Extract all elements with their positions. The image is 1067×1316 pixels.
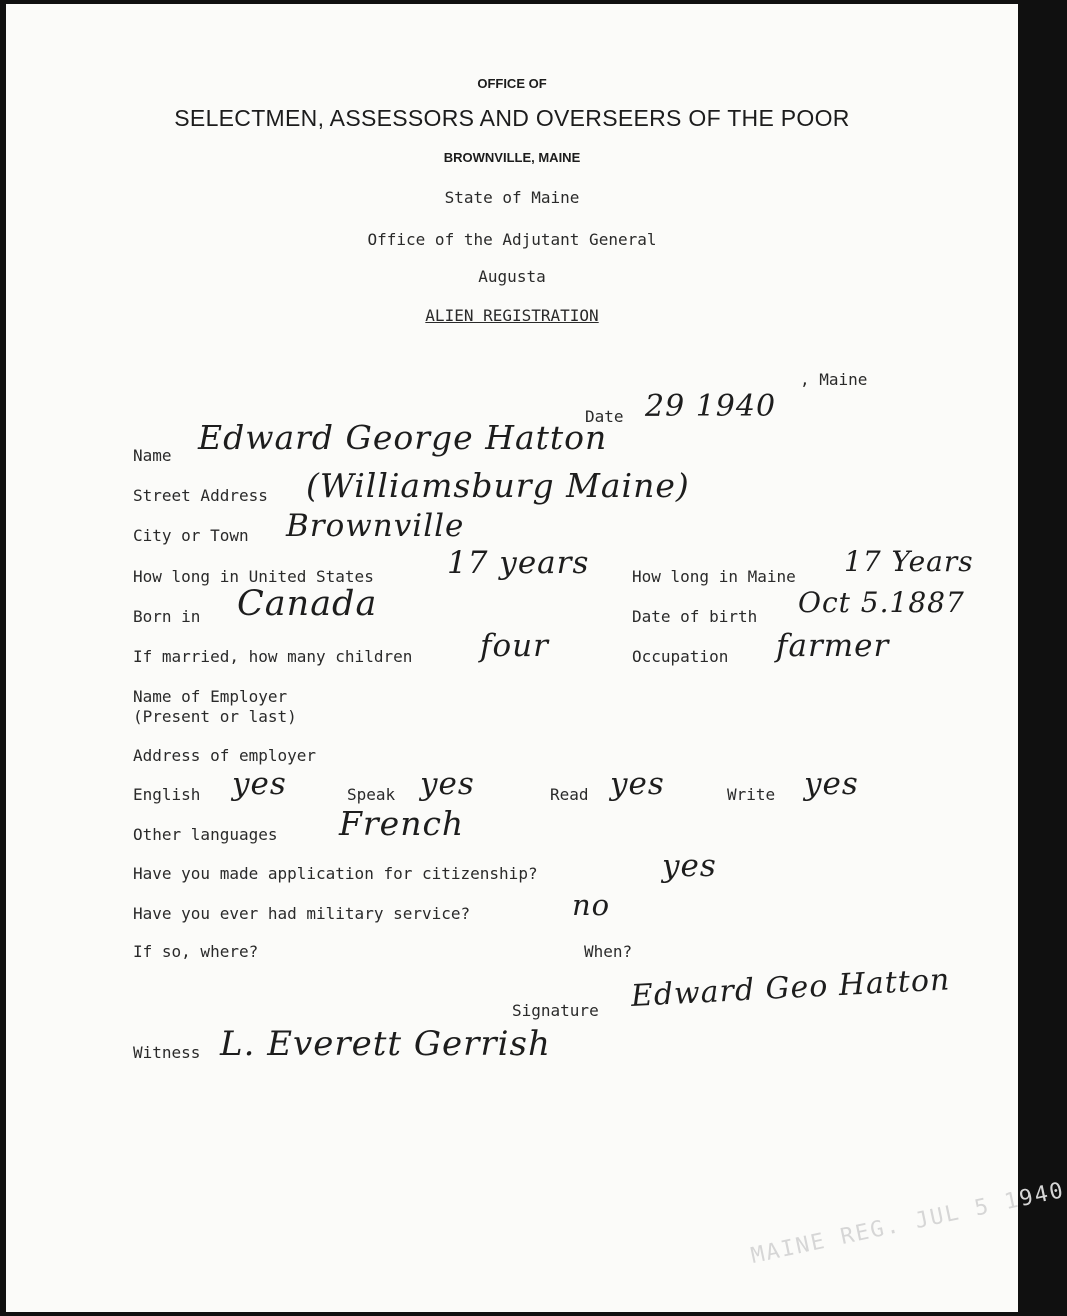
employer-name-sublabel: (Present or last) bbox=[133, 707, 297, 726]
occupation-value: farmer bbox=[776, 628, 890, 664]
speak-label: Speak bbox=[347, 785, 396, 804]
form-title: ALIEN REGISTRATION bbox=[425, 306, 599, 325]
english-label: English bbox=[133, 785, 201, 804]
signature-label: Signature bbox=[512, 1001, 599, 1020]
if-so-where-label: If so, where? bbox=[133, 942, 259, 961]
how-long-us-label: How long in United States bbox=[133, 567, 374, 586]
children-label: If married, how many children bbox=[133, 647, 413, 666]
witness-value: L. Everett Gerrish bbox=[220, 1024, 551, 1064]
employer-address-label: Address of employer bbox=[133, 746, 317, 765]
name-value: Edward George Hatton bbox=[198, 418, 608, 457]
how-long-us-value: 17 years bbox=[447, 545, 590, 581]
children-value: four bbox=[480, 628, 549, 664]
read-label: Read bbox=[550, 785, 589, 804]
date-of-birth-label: Date of birth bbox=[632, 607, 758, 626]
employer-name-label: Name of Employer bbox=[133, 687, 288, 706]
occupation-label: Occupation bbox=[632, 647, 729, 666]
other-languages-value: French bbox=[339, 804, 465, 843]
city-or-town-label: City or Town bbox=[133, 526, 249, 545]
street-address-label: Street Address bbox=[133, 486, 268, 505]
how-long-maine-value: 17 Years bbox=[844, 545, 974, 578]
state-line: State of Maine bbox=[444, 188, 580, 207]
city-or-town-value: Brownville bbox=[286, 508, 465, 544]
write-value: yes bbox=[804, 766, 859, 802]
signature-value: Edward Geo Hatton bbox=[630, 962, 952, 1014]
how-long-maine-label: How long in Maine bbox=[632, 567, 796, 586]
letterhead-office-name: SELECTMEN, ASSESSORS AND OVERSEERS OF THE POOR bbox=[174, 105, 850, 131]
place-suffix: , Maine bbox=[800, 370, 868, 389]
department-line: Office of the Adjutant General bbox=[367, 230, 657, 249]
write-label: Write bbox=[727, 785, 776, 804]
other-languages-label: Other languages bbox=[133, 825, 278, 844]
date-label: Date bbox=[585, 407, 624, 426]
date-of-birth-value: Oct 5.1887 bbox=[798, 586, 965, 619]
citizenship-label: Have you made application for citizenship? bbox=[133, 864, 538, 883]
military-value: no bbox=[572, 888, 611, 922]
military-label: Have you ever had military service? bbox=[133, 904, 471, 923]
letterhead-town: BROWNVILLE, MAINE bbox=[443, 150, 581, 165]
born-in-value: Canada bbox=[237, 584, 378, 624]
letterhead-office-of: OFFICE OF bbox=[477, 76, 547, 91]
street-address-value: (Williamsburg Maine) bbox=[306, 466, 690, 505]
born-in-label: Born in bbox=[133, 607, 201, 626]
witness-label: Witness bbox=[133, 1043, 201, 1062]
citizenship-value: yes bbox=[662, 848, 717, 884]
registration-form-page bbox=[6, 4, 1067, 1312]
city-line: Augusta bbox=[478, 267, 546, 286]
date-value: 29 1940 bbox=[645, 389, 777, 424]
when-label: When? bbox=[584, 942, 633, 961]
speak-value: yes bbox=[420, 766, 475, 802]
received-stamp: MAINE REG. JUL 5 1940 bbox=[748, 1177, 1067, 1269]
read-value: yes bbox=[610, 766, 665, 802]
name-label: Name bbox=[133, 446, 172, 465]
english-value: yes bbox=[232, 766, 287, 802]
